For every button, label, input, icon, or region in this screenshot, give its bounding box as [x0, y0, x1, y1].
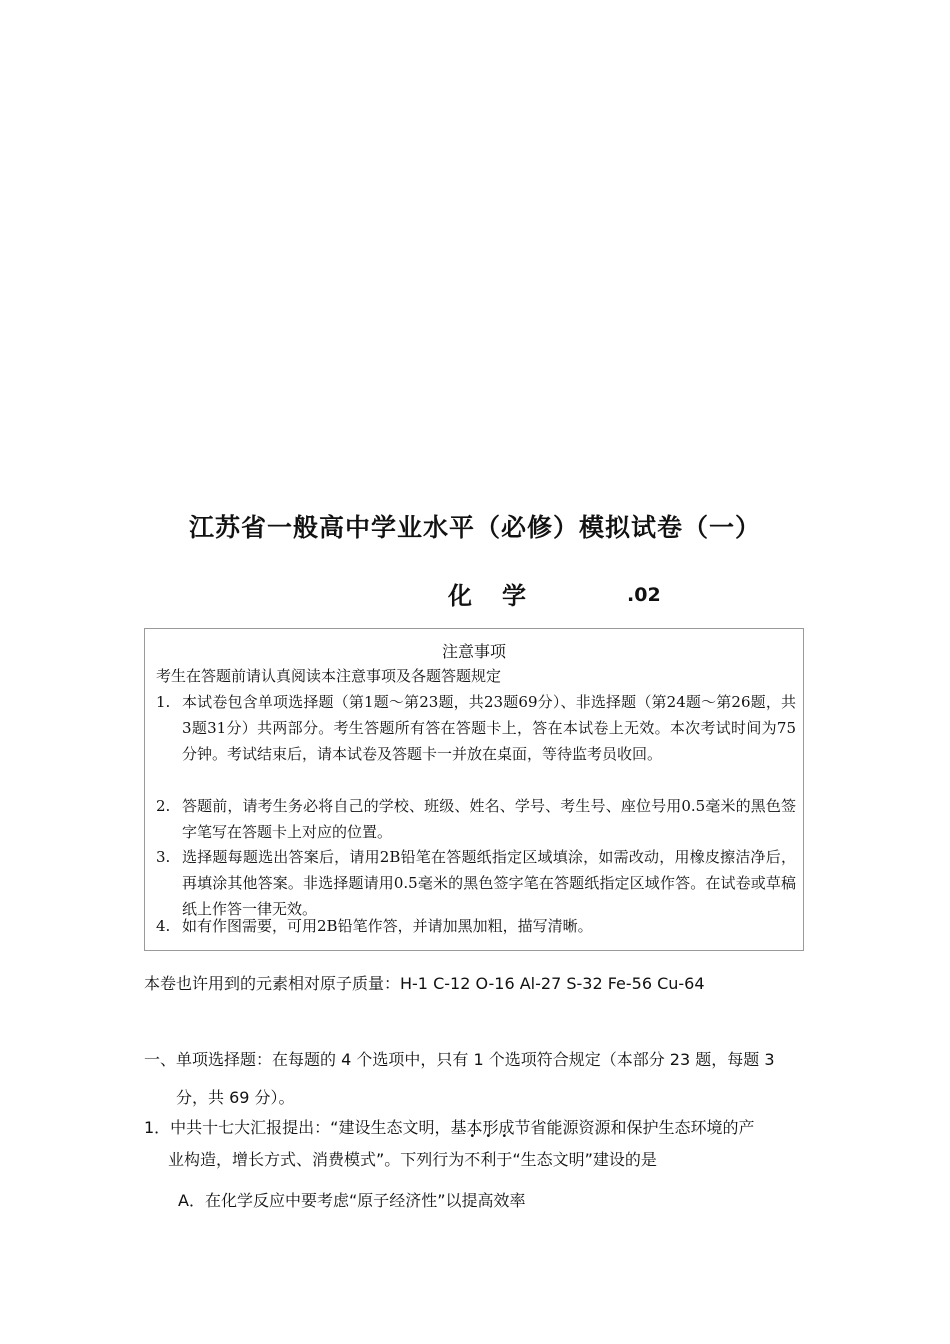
atomic-masses-line: 本卷也许用到的元素相对原子质量：H-1 C-12 O-16 Al-27 S-32 Fe-56 Cu-64	[144, 974, 705, 993]
question-1	[144, 1112, 812, 1176]
notice-item-text: 如有作图需要，可用2B铅笔作答，并请加黑加粗，描写清晰。	[182, 917, 593, 935]
notice-item-text: 答题前，请考生务必将自己的学校、班级、姓名、学号、考生号、座位号用0.5毫米的黑色签字笔写在答题卡上对应的位置。	[182, 797, 796, 841]
notice-item-number: 1.	[156, 693, 171, 711]
notice-item-number: 4.	[156, 917, 171, 935]
notice-item-2	[156, 793, 796, 845]
question-1-line-2	[144, 1144, 812, 1176]
emphasis-char: 不	[464, 1150, 481, 1169]
subject-title: 化学	[448, 582, 556, 610]
notice-item-3	[156, 844, 796, 922]
question-1-text-after: “生态文明”建设的是	[512, 1150, 657, 1169]
section-heading-line-2: 分，共 69 分）。	[176, 1088, 295, 1107]
date-fragment: .02	[627, 584, 661, 606]
notice-item-text: 选择题每题选出答案后，请用2B铅笔在答题纸指定区域填涂，如需改动，用橡皮擦洁净后，再填涂其他答案。非选择题请用0.5毫米的黑色签字笔在答题纸指定区域作答。在试卷或草稿纸上作答一律无效。	[182, 848, 796, 918]
notice-item-text: 本试卷包含单项选择题（第1题～第23题，共23题69分）、非选择题（第24题～第26题，共3题31分）共两部分。考生答题所有答在答题卡上，答在本试卷上无效。本次考试时间为75分钟。考试结束后，请本试卷及答题卡一并放在桌面，等待监考员收回。	[182, 693, 796, 763]
question-1-line-1: 1．中共十七大汇报提出：“建设生态文明，基本形成节省能源资源和保护生态环境的产	[144, 1118, 755, 1137]
section-1-heading	[144, 1041, 812, 1117]
notice-item-number: 3.	[156, 848, 171, 866]
notice-item-1	[156, 689, 796, 767]
notice-intro: 考生在答题前请认真阅读本注意事项及各题答题规定	[156, 667, 502, 685]
exam-title: 江苏省一般高中学业水平（必修）模拟试卷（一）	[188, 513, 761, 542]
question-1-text-before: 业构造，增长方式、消费模式”。下列行为	[168, 1150, 465, 1169]
emphasis-char: 于	[496, 1150, 513, 1169]
section-heading-line-1: 一、单项选择题：在每题的 4 个选项中，只有 1 个选项符合规定（本部分 23 题，每题 3	[144, 1050, 775, 1069]
notice-box	[144, 628, 804, 951]
emphasis-char: 利	[480, 1150, 497, 1169]
question-1-option-a: A．在化学反应中要考虑“原子经济性”以提高效率	[178, 1191, 526, 1210]
notice-item-number: 2.	[156, 797, 171, 815]
notice-title: 注意事项	[441, 642, 506, 661]
notice-item-4	[156, 913, 796, 939]
